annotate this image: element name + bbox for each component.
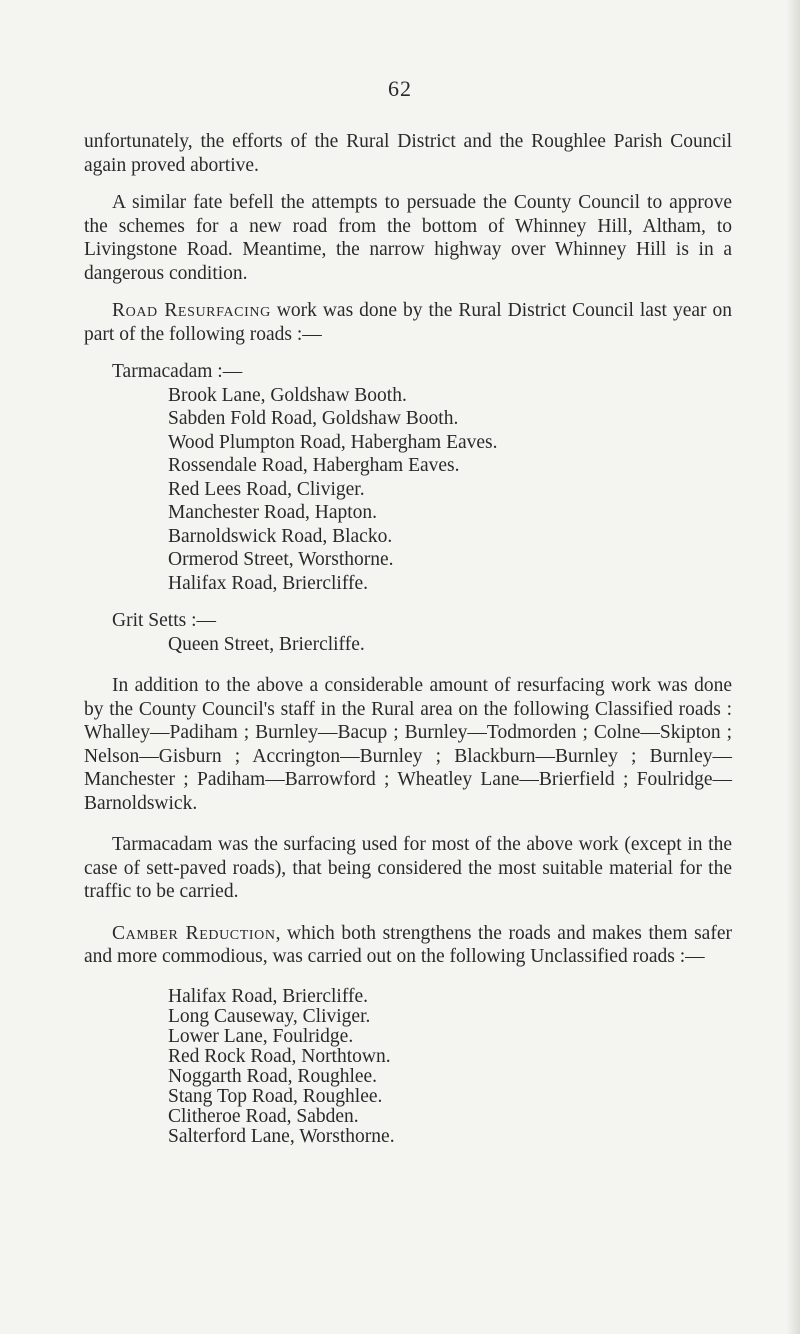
list-item: Clitheroe Road, Sabden. [168, 1105, 359, 1127]
list-item: Brook Lane, Goldshaw Booth. [168, 384, 407, 406]
list-item: Lower Lane, Foulridge. [168, 1025, 354, 1047]
list-item: Wood Plumpton Road, Habergham Eaves. [168, 431, 498, 453]
list-item: Stang Top Road, Roughlee. [168, 1085, 383, 1107]
unclassified-road-list [168, 987, 732, 1147]
list-item: Ormerod Street, Worsthorne. [168, 549, 394, 570]
tarmacadam-heading: Tarmacadam :— [112, 361, 243, 382]
list-item: Noggarth Road, Roughlee. [168, 1065, 378, 1087]
paragraph-classified-roads: In addition to the above a considerable amount of resurfacing work was done by the County Council's staff in the Rural area on the following Classified roads : Whalley—Padiham ; Burnley—Bacup ; Burnley—Todmorden ; Colne—Skipton ; Nelson—Gisburn ; Accrington—Burnley ; Blackburn—Burnley ; Burnley—Manchester ; Padiham—Barrowford ; Wheatley Lane—Brierfield ; Foulridge—Barnoldswick. [84, 675, 732, 814]
list-item: Manchester Road, Hapton. [168, 502, 378, 523]
list-item: Sabden Fold Road, Goldshaw Booth. [168, 408, 459, 429]
paragraph-continuation: unfortunately, the efforts of the Rural District and the Roughlee Parish Council again proved abortive. [84, 131, 732, 176]
section-lead-camber-reduction: Camber Reduction [112, 922, 276, 944]
page-number: 62 [388, 76, 412, 101]
list-item: Queen Street, Briercliffe. [168, 633, 365, 655]
road-resurfacing-text: work was done by the Rural District Council last year on part of the following roads :— [84, 300, 732, 345]
list-item: Rossendale Road, Habergham Eaves. [168, 455, 460, 476]
paragraph-road-resurfacing [84, 299, 732, 346]
list-item: Red Rock Road, Northtown. [168, 1045, 391, 1067]
grit-setts-road-list [168, 633, 732, 657]
section-lead-road-resurfacing: Road Resurfacing [112, 300, 271, 321]
grit-setts-heading: Grit Setts :— [112, 610, 217, 631]
list-item: Red Lees Road, Cliviger. [168, 478, 365, 500]
page-edge-shadow [786, 0, 800, 1334]
list-item: Halifax Road, Briercliffe. [168, 572, 368, 594]
list-item: Salterford Lane, Worsthorne. [168, 1125, 395, 1147]
tarmacadam-road-list [168, 384, 732, 596]
document-body [84, 130, 732, 1147]
paragraph-whinney-hill: A similar fate befell the attempts to persuade the County Council to approve the schemes for a new road from the bottom of Whinney Hill, Altham, to Livingstone Road. Meantime, the narrow highway over Whinney Hill is in a dangerous condition. [84, 192, 732, 284]
paragraph-camber-reduction [84, 922, 732, 969]
paragraph-tarmacadam-surfacing: Tarmacadam was the surfacing used for most of the above work (except in the case of sett-paved roads), that being considered the most suitable material for the traffic to be carried. [84, 834, 732, 902]
list-item: Halifax Road, Briercliffe. [168, 985, 368, 1007]
camber-reduction-text: , which both strengthens the roads and makes them safer and more commodious, was carried out on the following Unclassified roads :— [84, 922, 732, 967]
list-item: Barnoldswick Road, Blacko. [168, 525, 393, 547]
list-item: Long Causeway, Cliviger. [168, 1005, 371, 1027]
